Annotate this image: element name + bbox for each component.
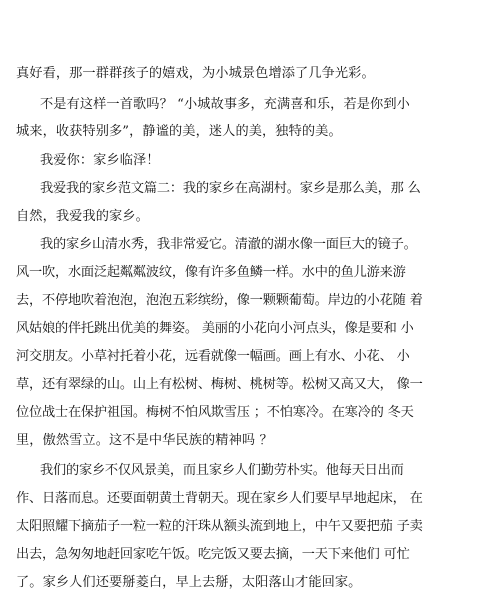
- text-line: 风一吹，水面泛起粼粼波纹，像有许多鱼鳞一样。水中的鱼儿游来游: [16, 265, 406, 280]
- text-line: 真好看，那一群群孩子的嬉戏，为小城景色增添了几争光彩。: [16, 66, 375, 81]
- text-line: 作、日落而息。还要面朝黄土背朝天。现在家乡人们要早早地起床， 在: [16, 491, 423, 506]
- text-line: 位位战士在保护祖国。梅树不怕风欺雪压 ；不怕寒冷。在寒冷的 冬天: [16, 405, 414, 420]
- text-line: 我们的家乡不仅风景美，而且家乡人们勤劳朴实。他每天日出而: [40, 463, 404, 478]
- text-line: 我爱你：家乡临泽！: [40, 153, 160, 168]
- text-line: 去，不停地吹着泡泡，泡泡五彩缤纷，像一颗颗葡萄。岸边的小花随 着: [16, 293, 423, 308]
- text-line: 我爱我的家乡范文篇二：我的家乡在高湖村。家乡是那么美，那 么: [40, 181, 421, 196]
- text-line: 河交朋友。小草衬托着小花，远看就像一幅画。画上有水、小花、 小: [16, 349, 410, 364]
- text-line: 草，还有翠绿的山。山上有松树、梅树、桃树等。松树又高又大， 像一: [16, 377, 423, 392]
- text-line: 不是有这样一首歌吗？ “小城故事多，充满喜和乐，若是你到小: [40, 97, 410, 112]
- text-line: 风姑娘的伴托跳出优美的舞姿。 美丽的小花向小河点头，像是要和 小: [16, 321, 414, 336]
- text-line: 我的家乡山清水秀，我非常爱它。清澈的湖水像一面巨大的镜子。: [40, 237, 417, 252]
- text-line: 城来，收获特别多”，静谧的美，迷人的美，独特的美。: [16, 124, 342, 139]
- text-line: 出去，急匆匆地赶回家吃午饭。吃完饭又要去摘，一天下来他们 可忙: [16, 547, 410, 562]
- text-line: 里，傲然雪立。这不是中华民族的精神吗 ？: [16, 433, 273, 448]
- text-line: 自然，我爱我的家乡。: [16, 209, 149, 224]
- text-line: 太阳照耀下摘茄子一粒一粒的汗珠从额头流到地上，中午又要把茄 子卖: [16, 519, 423, 534]
- text-line: 了。家乡人们还要掰菱白，早上去掰，太阳落山才能回家。: [16, 575, 362, 590]
